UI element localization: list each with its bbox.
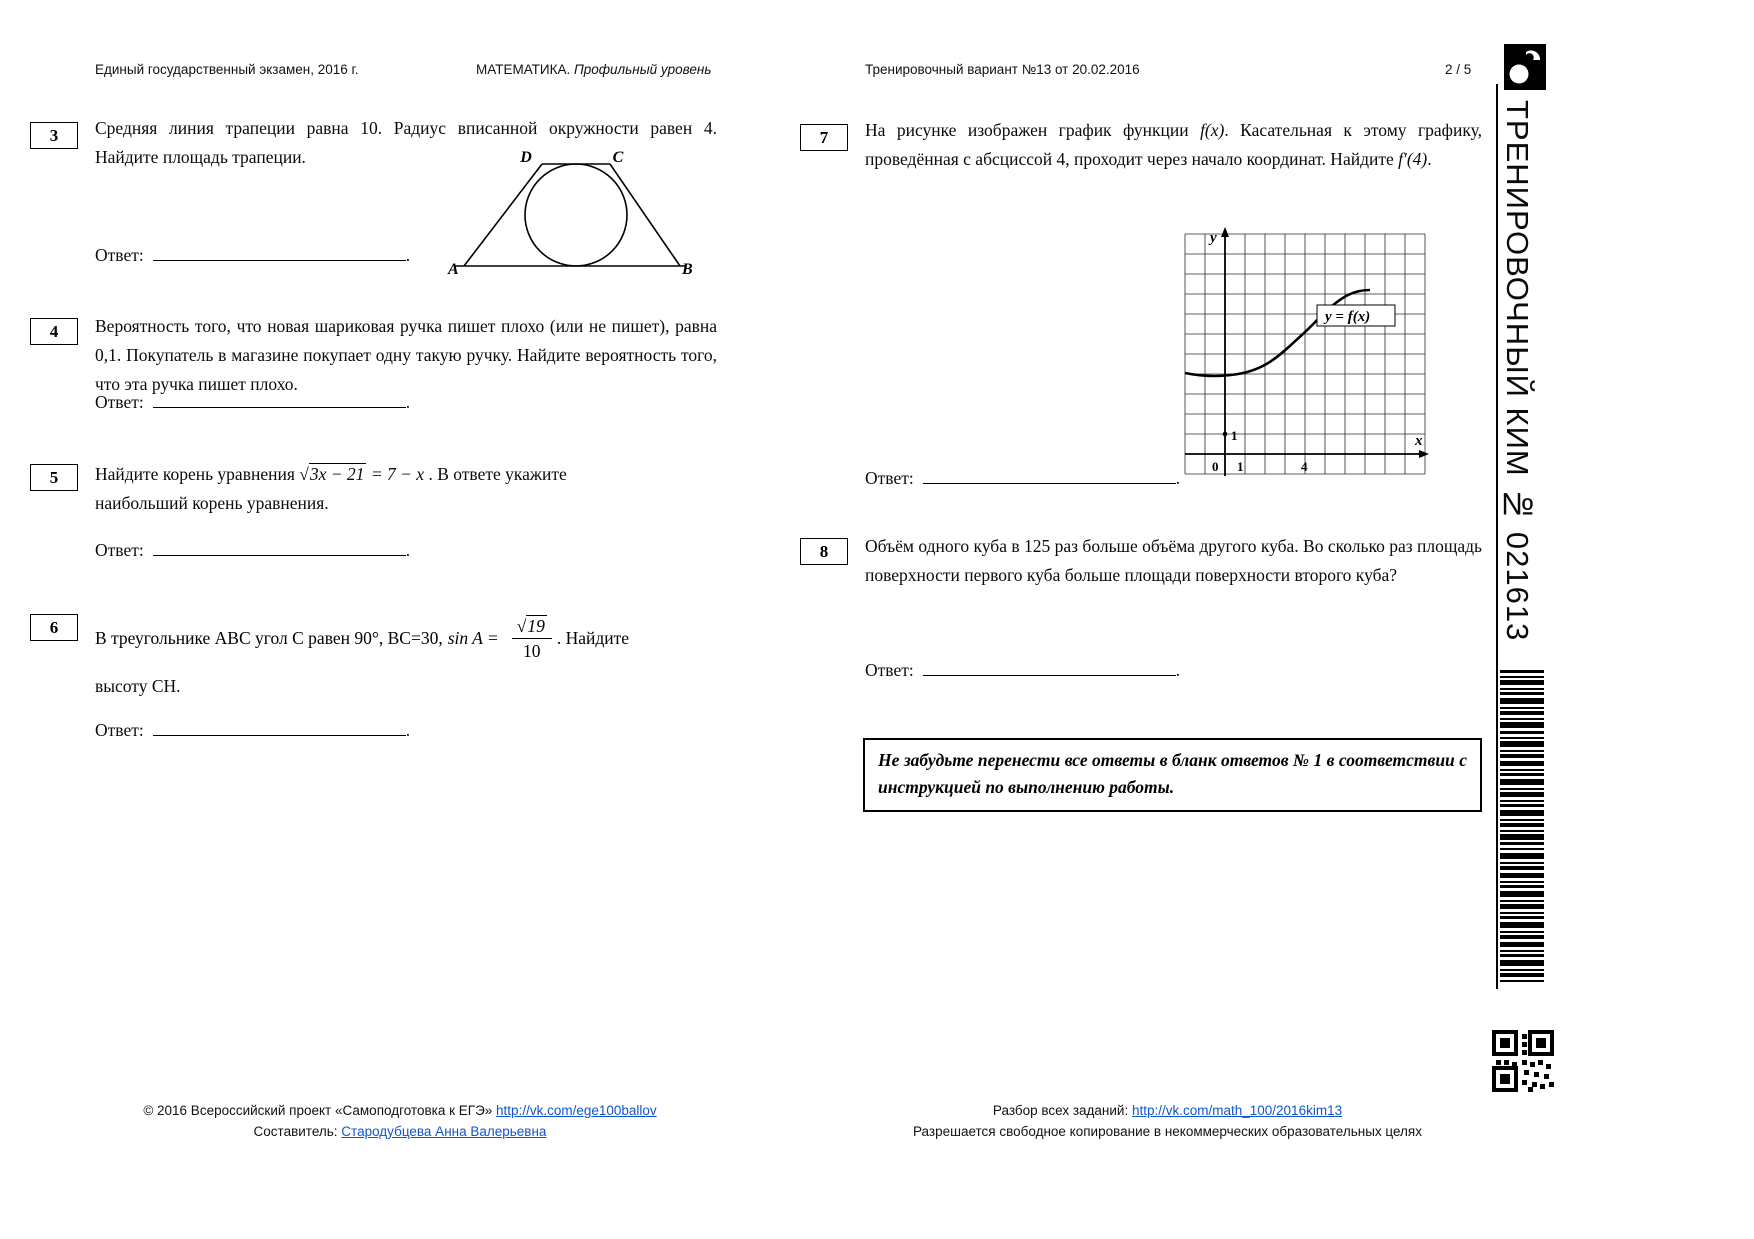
problem-5-text-after: . В ответе укажите наибольший корень уравнения. [95, 464, 567, 513]
problem-3-number-box [30, 122, 78, 149]
answer-label: Ответ: [865, 660, 914, 680]
header-subject-plain: МАТЕМАТИКА. [476, 62, 571, 77]
answer-blank-line [923, 470, 1176, 484]
page-number: 2 / 5 [1445, 62, 1472, 77]
qr-code [1492, 1030, 1554, 1092]
transfer-answers-note: Не забудьте перенести все ответы в бланк ответов № 1 в соответствии с инструкцией по выполнению работы. [863, 738, 1482, 812]
footer-right [905, 1100, 1430, 1142]
problem-3-answer [95, 245, 410, 266]
vertex-d-label: D [520, 149, 532, 166]
y-axis-label: y [1210, 230, 1217, 246]
problem-5-answer [95, 540, 410, 561]
y-one-dot [1223, 432, 1228, 437]
grid-lines [1185, 234, 1425, 474]
fraction-denominator: 10 [523, 641, 541, 662]
sidebar-vertical-title: ТРЕНИРОВОЧНЫЙ КИМ № 021613 [1500, 100, 1535, 642]
footer-solutions-link[interactable]: http://vk.com/math_100/2016kim13 [1131, 1103, 1343, 1118]
answer-punct: . [1175, 660, 1181, 680]
curve-label: y = f(x) [1325, 309, 1371, 325]
fx-notation: f(x) [1200, 120, 1225, 140]
problem-6-number-box [30, 614, 78, 641]
footer-copyright-text: © 2016 Всероссийский проект «Самоподготовка к ЕГЭ» [143, 1103, 497, 1118]
x-tick-4: 4 [1301, 459, 1308, 474]
fraction-numerator: √19 [512, 616, 552, 639]
problem-8-answer [865, 660, 1180, 681]
problem-3-number: 3 [49, 125, 59, 145]
problem-5-number: 5 [49, 467, 59, 487]
problem-4-text: Вероятность того, что новая шариковая ручка пишет плохо (или не пишет), равна 0,1. Покупатель в магазине покупает одну такую ручку. Найдите вероятность того, что эта ручка пишет плохо. [95, 316, 717, 394]
answer-label: Ответ: [95, 720, 144, 740]
problem-4-answer [95, 392, 410, 413]
sqrt-radicand: 3x − 21 [309, 464, 365, 484]
answer-punct: . [405, 720, 411, 740]
problem-6-text-after: . Найдите [556, 628, 630, 649]
fraction [512, 616, 552, 661]
answer-blank-line [153, 394, 406, 408]
answer-punct: . [405, 540, 411, 560]
f-prime-notation: f′(4) [1398, 149, 1428, 169]
vertex-c-label: C [612, 149, 624, 166]
answer-blank-line [923, 662, 1176, 676]
x-axis-arrow [1419, 450, 1429, 458]
footer-left [140, 1100, 660, 1142]
problem-8-number: 8 [819, 541, 829, 561]
answer-blank-line [153, 722, 406, 736]
sin-expression: sin A = [447, 628, 499, 649]
problem-4-number: 4 [49, 321, 59, 341]
footer-solutions-line [905, 1100, 1430, 1121]
problem-7-text-part1: На рисунке изображен график функции [865, 120, 1201, 140]
problem-7-text-end: . [1427, 149, 1432, 169]
sidebar-barcode [1500, 670, 1544, 982]
footer-project-link[interactable]: http://vk.com/ege100ballov [496, 1103, 657, 1118]
y-tick-1: 1 [1231, 428, 1238, 443]
vertex-a-label: A [448, 261, 459, 278]
equation-rhs: = 7 − x [370, 464, 425, 484]
problem-8-number-box [800, 538, 848, 565]
problem-5-number-box [30, 464, 78, 491]
sqrt-radicand: 19 [527, 616, 545, 636]
answer-punct: . [405, 245, 411, 265]
footer-solutions-text: Разбор всех заданий: [992, 1103, 1132, 1118]
header-subject [476, 62, 711, 77]
problem-4-number-box [30, 318, 78, 345]
answer-punct: . [1175, 468, 1181, 488]
footer-author-link[interactable]: Стародубцева Анна Валерьевна [341, 1124, 547, 1139]
header-variant: Тренировочный вариант №13 от 20.02.2016 [865, 62, 1140, 77]
problem-7-number-box [800, 124, 848, 151]
answer-label: Ответ: [95, 392, 144, 412]
answer-punct: . [405, 392, 411, 412]
problem-7-text [865, 116, 1482, 174]
x-axis-label: x [1415, 433, 1423, 449]
problem-6-text-line2: высоту CH. [95, 676, 181, 696]
answer-label: Ответ: [95, 245, 144, 265]
problem-7-text-part2: . Касательная к этому графику, проведённая с абсциссой 4, проходит через начало координат. Найдите [865, 120, 1482, 169]
problem-8-text: Объём одного куба в 125 раз больше объёма другого куба. Во сколько раз площадь поверхности первого куба больше площади поверхности второго куба? [865, 536, 1482, 585]
problem-5-text [95, 460, 655, 518]
footer-author-line [140, 1121, 660, 1142]
problem-3-text: Средняя линия трапеции равна 10. Радиус вписанной окружности равен 4. Найдите площадь трапеции. [95, 118, 717, 167]
problem-6-text [95, 616, 634, 661]
sqrt-expression: √3x − 21 [299, 464, 365, 484]
header-subject-level: Профильный уровень [570, 62, 712, 77]
problem-6-number: 6 [49, 617, 59, 637]
y-axis-arrow [1221, 227, 1229, 237]
origin-label: 0 [1212, 459, 1219, 474]
problem-7-answer [865, 468, 1180, 489]
problem-3-trapezoid-figure [442, 148, 694, 280]
answer-blank-line [153, 247, 406, 261]
footer-copyright-line [140, 1100, 660, 1121]
footer-author-text: Составитель: [253, 1124, 342, 1139]
problem-5-text-before: Найдите корень уравнения [95, 464, 295, 484]
problem-7-number: 7 [819, 127, 829, 147]
problem-6-answer [95, 720, 410, 741]
function-curve [1185, 290, 1370, 376]
problem-7-function-graph [1180, 226, 1430, 482]
publisher-logo [1504, 44, 1546, 90]
x-tick-1: 1 [1237, 459, 1244, 474]
footer-license-line: Разрешается свободное копирование в некоммерческих образовательных целях [913, 1124, 1422, 1139]
answer-label: Ответ: [865, 468, 914, 488]
vertex-b-label: B [682, 261, 693, 278]
answer-label: Ответ: [95, 540, 144, 560]
problem-6-text-before: В треугольнике ABC угол C равен 90°, BC=30, [95, 628, 443, 649]
answer-blank-line [153, 542, 406, 556]
header-exam-name: Единый государственный экзамен, 2016 г. [95, 62, 359, 77]
sidebar-divider-line [1496, 84, 1498, 989]
